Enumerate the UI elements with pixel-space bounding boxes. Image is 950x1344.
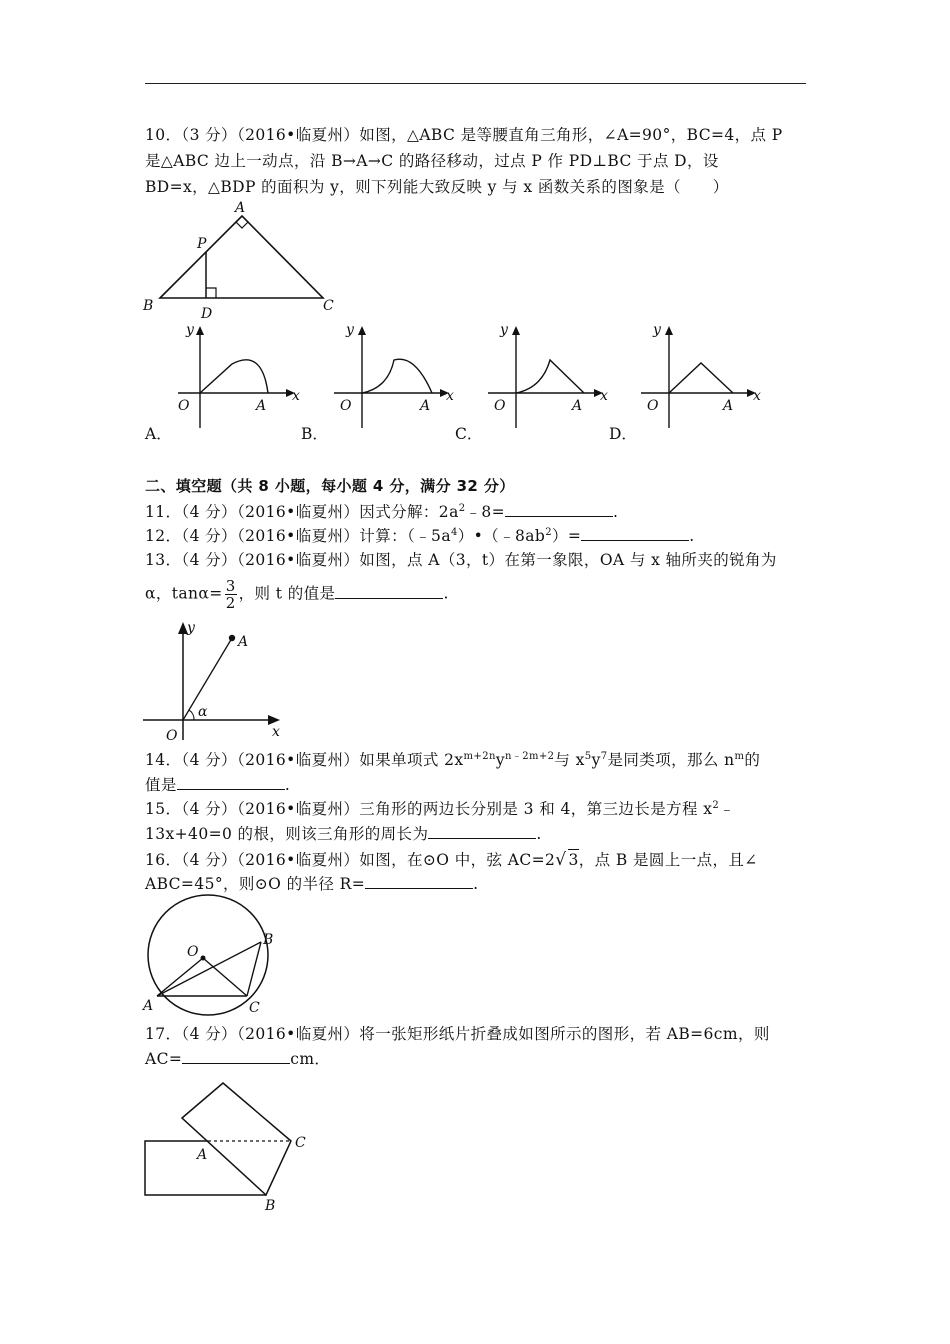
svg-text:O: O bbox=[187, 944, 199, 960]
q15-line2: 13x+40=0 的根，则该三角形的周长为 . bbox=[145, 825, 542, 843]
q14-line2: 值是 . bbox=[145, 776, 291, 794]
q13-line2: α，tanα= $\frac{3}{2}$ ，则 t 的值是 . bbox=[145, 577, 449, 612]
q10-triangle-figure bbox=[135, 198, 345, 323]
q11-line: 11．（4 分）（2016•临夏州）因式分解：$2a^2﹣8=$ . bbox=[145, 503, 619, 521]
svg-text:A: A bbox=[238, 634, 249, 650]
option-a-label: A． bbox=[145, 425, 172, 443]
q15-line1: 15．（4 分）（2016•临夏州）三角形的两边长分别是 3 和 4，第三边长是方程 $x^2﹣$ bbox=[145, 800, 736, 818]
option-c-label: C． bbox=[455, 425, 483, 443]
q13-line1: 13．（4 分）（2016•临夏州）如图，点 A（3，t）在第一象限，OA 与 x 轴所夹的锐角为 bbox=[145, 551, 777, 569]
label-p: P bbox=[197, 236, 207, 252]
svg-text:C: C bbox=[249, 1000, 260, 1016]
q16-line2: ABC=45°，则⊙O 的半径 R= . bbox=[145, 875, 479, 893]
svg-text:y: y bbox=[187, 620, 195, 636]
svg-text:B: B bbox=[263, 932, 274, 948]
label-b: B bbox=[143, 298, 154, 314]
q10-line2: 是△ABC 边上一动点，沿 B→A→C 的路径移动，过点 P 作 PD⊥BC 于点 D，设 bbox=[145, 152, 719, 170]
svg-text:B: B bbox=[265, 1198, 276, 1214]
q13-figure bbox=[140, 618, 290, 743]
option-b-label: B． bbox=[301, 425, 328, 443]
tan-fraction: $\frac{3}{2}$ bbox=[225, 577, 236, 612]
svg-text:O: O bbox=[340, 398, 352, 414]
graph-y-label: y bbox=[186, 322, 194, 338]
q14-line1: 14．（4 分）（2016•临夏州）如果单项式 $2x^{m+2n}y^{n﹣2m+2}$与 $x^5y^7$是同类项，那么 $n^m$的 bbox=[145, 751, 761, 769]
option-d-label: D． bbox=[609, 425, 637, 443]
q10-option-c-graph bbox=[484, 318, 624, 430]
svg-text:x: x bbox=[600, 388, 608, 404]
svg-text:x: x bbox=[753, 388, 761, 404]
label-a: A bbox=[235, 200, 246, 216]
q17-line1: 17．（4 分）（2016•临夏州）将一张矩形纸片折叠成如图所示的图形，若 AB=6cm，则 bbox=[145, 1025, 770, 1043]
graph-o-label: O bbox=[178, 398, 190, 414]
section-heading: 二、填空题（共 8 小题，每小题 4 分，满分 32 分） bbox=[145, 477, 515, 495]
header-rule bbox=[145, 83, 806, 84]
graph-a-label: A bbox=[256, 398, 267, 414]
q10-line3: BD=x，△BDP 的面积为 y，则下列能大致反映 y 与 x 函数关系的图象是（ ） bbox=[145, 178, 729, 196]
svg-text:x: x bbox=[446, 388, 454, 404]
svg-text:A: A bbox=[572, 398, 583, 414]
svg-text:A: A bbox=[723, 398, 734, 414]
q16-circle-figure bbox=[135, 898, 285, 1018]
svg-text:y: y bbox=[653, 322, 661, 338]
graph-x-label: x bbox=[292, 388, 300, 404]
svg-text:y: y bbox=[346, 322, 354, 338]
svg-text:x: x bbox=[272, 724, 280, 740]
q17-line2: AC= cm． bbox=[145, 1050, 331, 1068]
svg-text:O: O bbox=[647, 398, 659, 414]
q10-option-a-graph bbox=[170, 318, 310, 430]
q10-option-d-graph bbox=[637, 318, 777, 430]
svg-text:C: C bbox=[295, 1135, 306, 1151]
q10-line1: 10．（3 分）（2016•临夏州）如图，△ABC 是等腰直角三角形，∠A=90°，BC=4，点 P bbox=[145, 126, 783, 144]
svg-text:y: y bbox=[500, 322, 508, 338]
q17-folded-paper-figure bbox=[135, 1078, 335, 1213]
label-d: D bbox=[201, 306, 213, 322]
q10-option-b-graph bbox=[330, 318, 470, 430]
svg-text:O: O bbox=[166, 728, 178, 744]
q16-line1: 16．（4 分）（2016•临夏州）如图，在⊙O 中，弦 AC=2√ 3，点 B 是圆上一点，且∠ bbox=[145, 850, 758, 870]
svg-text:O: O bbox=[494, 398, 506, 414]
svg-text:A: A bbox=[197, 1147, 208, 1163]
q12-line: 12．（4 分）（2016•临夏州）计算：$(﹣5a^4)•(﹣8ab^2)=$ . bbox=[145, 527, 695, 545]
svg-text:A: A bbox=[143, 998, 154, 1014]
svg-text:α: α bbox=[198, 704, 208, 720]
svg-text:A: A bbox=[420, 398, 431, 414]
label-c: C bbox=[323, 298, 334, 314]
